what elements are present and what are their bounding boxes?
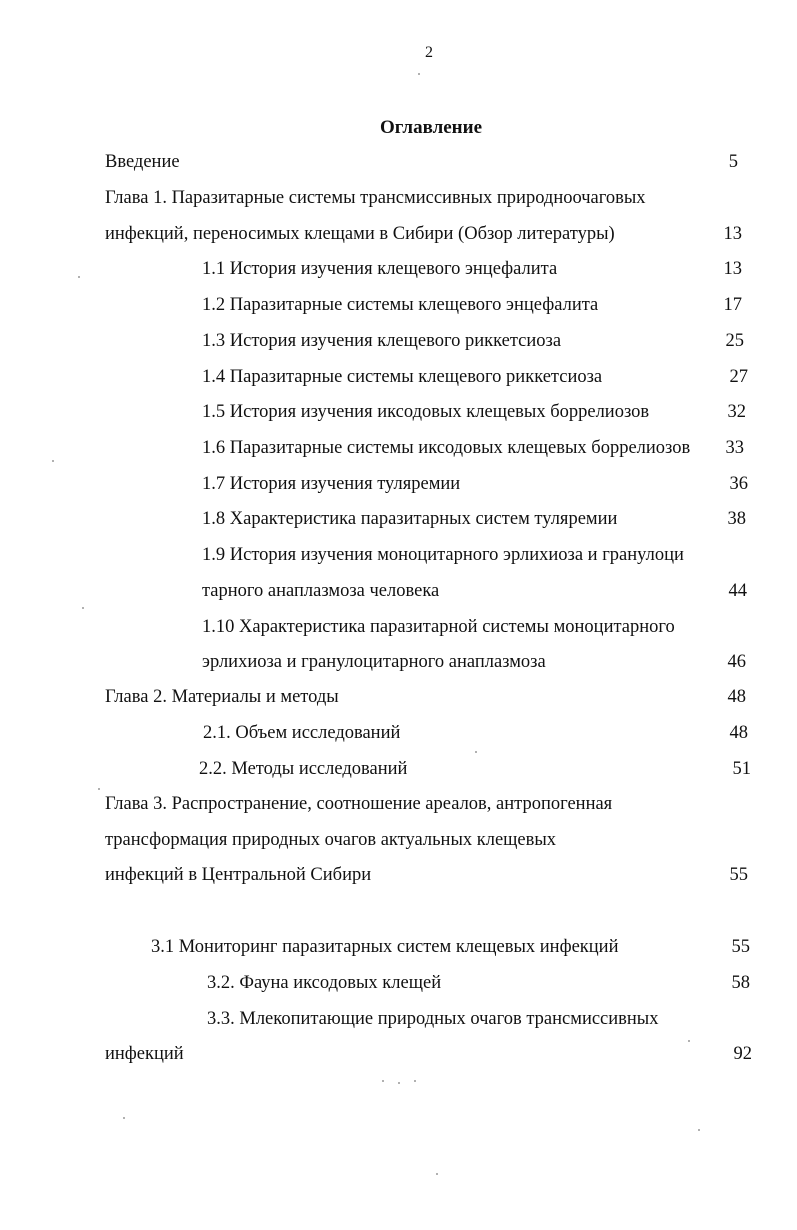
toc-entry-page: 5 [728,152,738,172]
toc-entry-text: 1.6 Паразитарные системы иксодовых клещевых боррелиозов [202,438,691,458]
toc-entry-page: 51 [732,759,751,779]
toc-entry-text-continued: тарного анаплазмоза человека [202,581,440,601]
toc-entry-text: Глава 3. Распространение, соотношение ареалов, антропогенная [105,794,613,814]
scan-speck [382,1080,384,1082]
toc-entry-page: 33 [725,438,744,458]
toc-entry-page: 38 [727,509,746,529]
scan-speck [698,1129,700,1131]
toc-entry-page: 13 [723,259,742,279]
toc-entry-text: Введение [105,152,180,172]
scan-speck [418,73,420,75]
scan-speck [98,788,100,790]
scan-speck [688,1040,690,1042]
toc-entry-page: 48 [727,687,746,707]
scan-speck [82,607,84,609]
toc-entry-page: 48 [729,723,748,743]
toc-entry-page: 92 [733,1044,752,1064]
toc-title: Оглавление [379,117,483,138]
toc-entry-page: 58 [731,973,750,993]
toc-entry-text: 1.3 История изучения клещевого риккетсиоза [202,331,562,351]
toc-entry-text-continued: инфекций в Центральной Сибири [105,865,372,885]
toc-entry-text-continued: трансформация природных очагов актуальных клещевых [105,830,557,850]
scan-speck [78,276,80,278]
toc-entry-text: 1.1 История изучения клещевого энцефалита [202,259,558,279]
toc-entry-page: 44 [728,581,747,601]
toc-entry-page: 27 [729,367,748,387]
toc-entry-page: 17 [723,295,742,315]
toc-entry-text: 1.4 Паразитарные системы клещевого риккетсиоза [202,367,603,387]
toc-entry-text: Глава 1. Паразитарные системы трансмиссивных природноочаговых [105,188,646,208]
scan-speck [414,1080,416,1082]
toc-entry-text-continued: эрлихиоза и гранулоцитарного анаплазмоза [202,652,546,672]
scan-speck [398,1082,400,1084]
toc-entry-text: 3.2. Фауна иксодовых клещей [207,973,442,993]
toc-entry-text: 3.1 Мониторинг паразитарных систем клещевых инфекций [151,937,619,957]
toc-entry-page: 36 [729,474,748,494]
scan-speck [123,1117,125,1119]
toc-entry-text: 1.2 Паразитарные системы клещевого энцефалита [202,295,599,315]
toc-entry-text-continued: инфекций, переносимых клещами в Сибири (Обзор литературы) [105,224,615,244]
toc-entry-text: 2.2. Методы исследований [199,759,408,779]
toc-entry-page: 13 [723,224,742,244]
toc-entry-text: 1.7 История изучения туляремии [202,474,461,494]
toc-entry-text: 1.8 Характеристика паразитарных систем туляремии [202,509,618,529]
toc-entry-page: 32 [727,402,746,422]
toc-entry-text-continued: инфекций [105,1044,184,1064]
toc-entry-page: 55 [731,937,750,957]
scan-speck [436,1173,438,1175]
scan-speck [52,460,54,462]
toc-entry-text: 1.9 История изучения моноцитарного эрлихиоза и гранулоци [202,545,684,565]
toc-entry-text: 2.1. Объем исследований [203,723,401,743]
toc-entry-page: 25 [725,331,744,351]
toc-entry-text: 1.5 История изучения иксодовых клещевых боррелиозов [202,402,650,422]
toc-entry-text: Глава 2. Материалы и методы [105,687,339,707]
toc-entry-page: 46 [727,652,746,672]
scan-speck [475,751,477,753]
toc-entry-text: 3.3. Млекопитающие природных очагов трансмиссивных [207,1009,659,1029]
toc-entry-page: 55 [729,865,748,885]
page-number: 2 [425,44,433,61]
toc-entry-text: 1.10 Характеристика паразитарной системы моноцитарного [202,617,675,637]
